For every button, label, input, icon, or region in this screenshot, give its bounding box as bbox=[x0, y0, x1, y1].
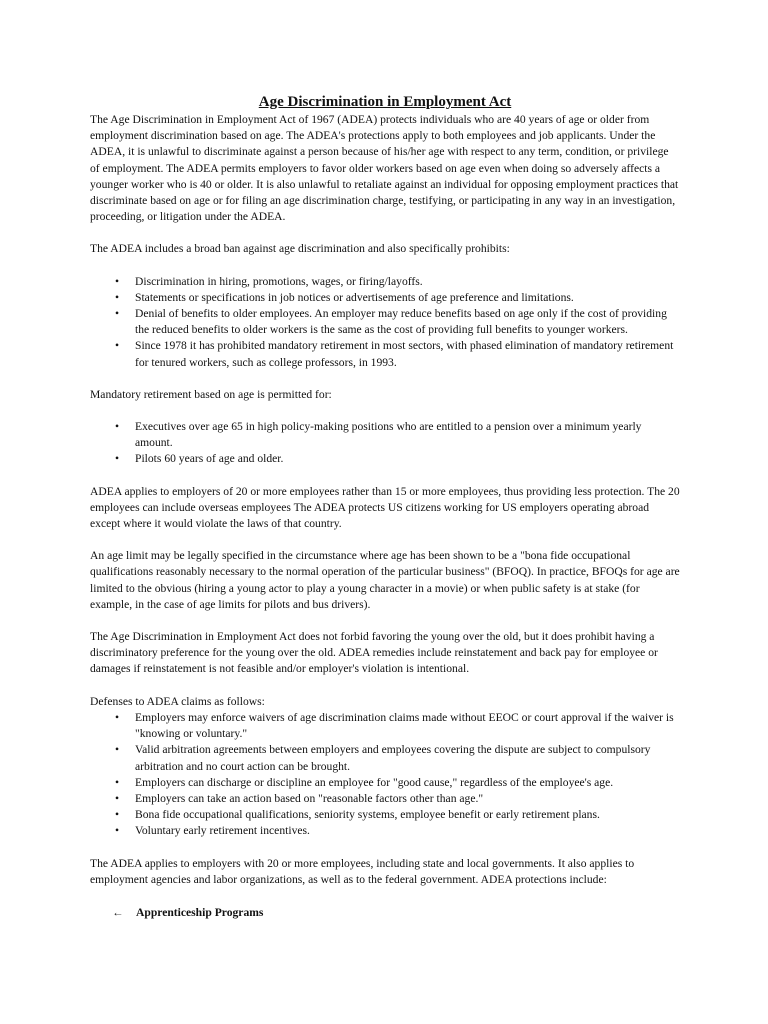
mandatory-intro-paragraph: Mandatory retirement based on age is permitted for: bbox=[90, 387, 332, 401]
coverage-paragraph: The ADEA applies to employers with 20 or more employees, including state and local governments. It also applies to employment agencies and labor organizations, as well as to the federal government. ADEA protections include: bbox=[90, 856, 635, 886]
list-item: • Valid arbitration agreements between employers and employees covering the dispute are subject to compulsory arbitration and no court action can be brought. bbox=[90, 742, 680, 774]
list-item: • Employers may enforce waivers of age discrimination claims made without EEOC or court approval if the waiver is "knowing or voluntary." bbox=[90, 710, 680, 742]
intro-paragraph: The Age Discrimination in Employment Act of 1967 (ADEA) protects individuals who are 40 years of age or older from employment discrimination based on age. The ADEA's protections apply to both employees and job applicants. Under the ADEA, it is unlawful to discriminate against a person because of his/her age with respect to any term, condition, or privilege of employment. The ADEA permits employers to favor older workers based on age even when doing so adversely affects a younger worker who is 40 or older. It is also unlawful to retaliate against an individual for opposing employment practices that discriminate based on age or for filing an age discrimination charge, testifying, or participating in any way in an investigation, proceeding, or litigation under the ADEA. bbox=[90, 113, 679, 224]
protection-item-apprenticeship bbox=[90, 905, 680, 921]
defenses-list bbox=[90, 710, 680, 840]
applies-paragraph: ADEA applies to employers of 20 or more employees rather than 15 or more employees, thus providing less protection. The 20 employees can include overseas employees The ADEA protects US citizens working for US employers operating abroad except where it would violate the laws of that country. bbox=[90, 484, 680, 531]
bfoq-paragraph: An age limit may be legally specified in the circumstance where age has been shown to be a "bona fide occupational qualifications reasonably necessary to the normal operation of the particular business" (BFOQ). In practice, BFOQs for age are limited to the obvious (hiring a young actor to play a young character in a movie) or when public safety is at stake (for example, in the case of age limits for pilots and bus drivers). bbox=[90, 549, 680, 611]
list-item: • Bona fide occupational qualifications, seniority systems, employee benefit or early retirement plans. bbox=[90, 807, 680, 823]
protection-label: Apprenticeship Programs bbox=[136, 905, 264, 919]
list-item: • Executives over age 65 in high policy-making positions who are entitled to a pension over a minimum yearly amount. bbox=[90, 419, 680, 451]
left-arrow-icon: ← bbox=[112, 905, 124, 919]
list-item: • Employers can discharge or discipline an employee for "good cause," regardless of the employee's age. bbox=[90, 775, 680, 791]
list-item: • Statements or specifications in job notices or advertisements of age preference and limitations. bbox=[90, 290, 680, 306]
list-item: • Denial of benefits to older employees. An employer may reduce benefits based on age only if the cost of providing the reduced benefits to older workers is the same as the cost of providing full benefits to younger workers. bbox=[90, 306, 680, 338]
list-item: • Employers can take an action based on "reasonable factors other than age." bbox=[90, 791, 680, 807]
ban-intro-paragraph: The ADEA includes a broad ban against age discrimination and also specifically prohibits: bbox=[90, 242, 510, 256]
prohibits-list bbox=[90, 274, 680, 371]
defenses-intro-paragraph: Defenses to ADEA claims as follows: bbox=[90, 694, 265, 708]
favor-paragraph: The Age Discrimination in Employment Act does not forbid favoring the young over the old, but it does prohibit having a discriminatory preference for the young over the old. ADEA remedies include reinstatement and back pay for employee or damages if reinstatement is not feasible and/or employer's violation is intentional. bbox=[90, 630, 658, 676]
mandatory-list bbox=[90, 419, 680, 468]
list-item: • Since 1978 it has prohibited mandatory retirement in most sectors, with phased elimination of mandatory retirement for tenured workers, such as college professors, in 1993. bbox=[90, 338, 680, 370]
list-item: • Pilots 60 years of age and older. bbox=[90, 451, 680, 467]
document-page bbox=[90, 93, 680, 921]
list-item: • Discrimination in hiring, promotions, wages, or firing/layoffs. bbox=[90, 274, 680, 290]
page-title: Age Discrimination in Employment Act bbox=[258, 94, 512, 110]
list-item: • Voluntary early retirement incentives. bbox=[90, 823, 680, 839]
